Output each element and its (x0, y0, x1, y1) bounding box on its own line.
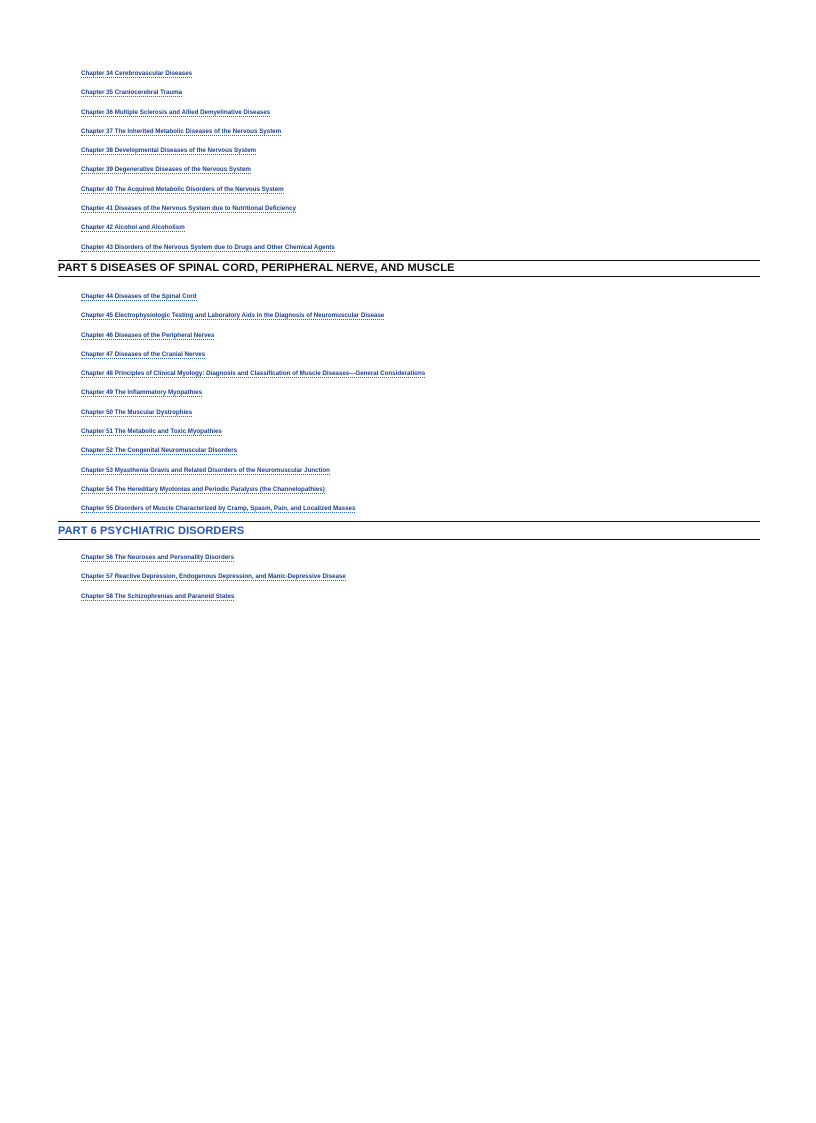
chapter-link-46[interactable]: Chapter 46 Diseases of the Peripheral Nerves (81, 331, 215, 339)
chapter-link-45[interactable]: Chapter 45 Electrophysiologic Testing and Laboratory Aids in the Diagnosis of Neuromuscular Disease (81, 312, 385, 320)
chapter-link-52[interactable]: Chapter 52 The Congenital Neuromuscular Disorders (81, 447, 238, 455)
chapter-link-47[interactable]: Chapter 47 Diseases of the Cranial Nerves (81, 350, 206, 358)
chapter-link-55[interactable]: Chapter 55 Disorders of Muscle Characterized by Cramp, Spasm, Pain, and Localized Masses (81, 505, 356, 513)
list-item (81, 549, 761, 568)
chapter-list-part4 (81, 65, 761, 258)
chapter-link-54[interactable]: Chapter 54 The Hereditary Myotonias and Periodic Paralysis (the Channelopathies) (81, 485, 325, 493)
list-item (81, 568, 761, 587)
list-item (81, 588, 761, 607)
part6-heading (58, 521, 760, 540)
list-item (81, 481, 761, 500)
list-item (81, 219, 761, 238)
chapter-link-51[interactable]: Chapter 51 The Metabolic and Toxic Myopathies (81, 428, 222, 436)
chapter-link-36[interactable]: Chapter 36 Multiple Sclerosis and Allied Demyelinative Diseases (81, 108, 271, 116)
chapter-link-37[interactable]: Chapter 37 The Inherited Metabolic Diseases of the Nervous System (81, 127, 282, 135)
chapter-link-41[interactable]: Chapter 41 Diseases of the Nervous System due to Nutritional Deficiency (81, 205, 296, 213)
chapter-link-40[interactable]: Chapter 40 The Acquired Metabolic Disorders of the Nervous System (81, 185, 284, 193)
chapter-link-57[interactable]: Chapter 57 Reactive Depression, Endogenous Depression, and Manic-Depressive Disease (81, 573, 346, 581)
chapter-link-56[interactable]: Chapter 56 The Neuroses and Personality Disorders (81, 554, 235, 561)
chapter-link-53[interactable]: Chapter 53 Myasthenia Gravis and Related Disorders of the Neuromuscular Junction (81, 466, 330, 474)
list-item (81, 327, 761, 346)
chapter-link-43[interactable]: Chapter 43 Disorders of the Nervous System due to Drugs and Other Chemical Agents (81, 243, 335, 251)
chapter-link-44[interactable]: Chapter 44 Diseases of the Spinal Cord (81, 293, 197, 300)
list-item (81, 384, 761, 403)
list-item (81, 84, 761, 103)
chapter-link-39[interactable]: Chapter 39 Degenerative Diseases of the Nervous System (81, 166, 251, 174)
chapter-link-38[interactable]: Chapter 38 Developmental Diseases of the Nervous System (81, 147, 257, 155)
list-item (81, 65, 761, 84)
part6-title-link[interactable]: PART 6 PSYCHIATRIC DISORDERS (58, 525, 245, 537)
list-item (81, 423, 761, 442)
chapter-link-42[interactable]: Chapter 42 Alcohol and Alcoholism (81, 224, 185, 232)
list-item (81, 200, 761, 219)
chapter-list-part5 (81, 288, 761, 520)
list-item (81, 365, 761, 384)
chapter-link-34[interactable]: Chapter 34 Cerebrovascular Diseases (81, 70, 193, 77)
part5-heading (58, 260, 760, 277)
chapter-link-58[interactable]: Chapter 58 The Schizophrenias and Paranoid States (81, 592, 235, 600)
list-item (81, 161, 761, 180)
list-item (81, 142, 761, 161)
chapter-link-48[interactable]: Chapter 48 Principles of Clinical Myology: Diagnosis and Classification of Muscle Diseases—General Considerations (81, 370, 426, 378)
list-item (81, 104, 761, 123)
list-item (81, 346, 761, 365)
list-item (81, 462, 761, 481)
chapter-link-50[interactable]: Chapter 50 The Muscular Dystrophies (81, 408, 193, 416)
list-item (81, 123, 761, 142)
list-item (81, 239, 761, 258)
list-item (81, 404, 761, 423)
chapter-link-49[interactable]: Chapter 49 The Inflammatory Myopathies (81, 389, 203, 397)
list-item (81, 288, 761, 307)
list-item (81, 181, 761, 200)
list-item (81, 442, 761, 461)
list-item (81, 500, 761, 519)
chapter-list-part6 (81, 549, 761, 607)
part5-title: PART 5 DISEASES OF SPINAL CORD, PERIPHERAL NERVE, AND MUSCLE (58, 262, 455, 274)
list-item (81, 307, 761, 326)
chapter-link-35[interactable]: Chapter 35 Craniocerebral Trauma (81, 89, 183, 97)
